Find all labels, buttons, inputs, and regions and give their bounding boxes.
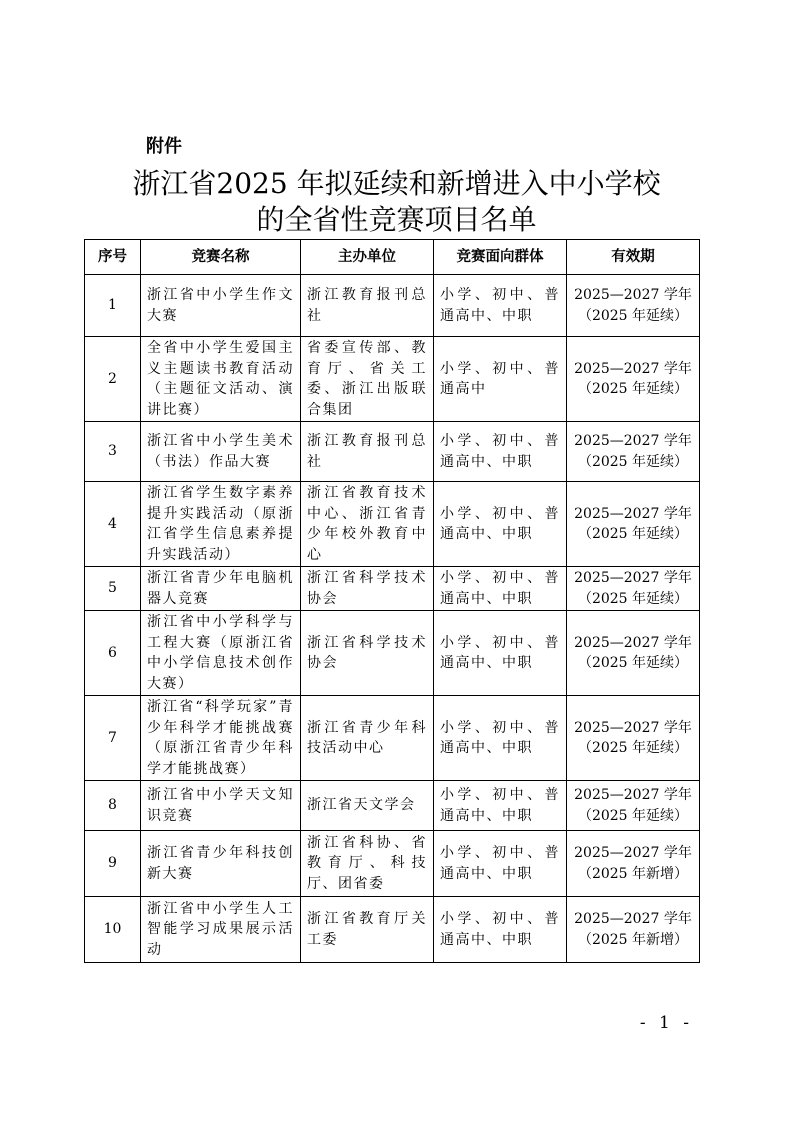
row-index: 3 — [85, 422, 141, 482]
competition-name: 浙江省学生数字素养提升实践活动（原浙江省学生信息素养提升实践活动） — [141, 482, 301, 567]
validity-period: 2025—2027 学年 — [574, 634, 692, 651]
validity-period: 2025—2027 学年 — [574, 787, 692, 803]
competition-name: 浙江省“科学玩家”青少年科学才能挑战赛（原浙江省青少年科学才能挑战赛） — [141, 696, 301, 781]
header-competition-name: 竞赛名称 — [141, 240, 301, 275]
validity-status: （2025 年新增） — [577, 865, 689, 882]
competition-name: 浙江省青少年科技创新大赛 — [141, 831, 301, 897]
attachment-label: 附件 — [146, 136, 182, 157]
row-index: 7 — [85, 696, 141, 781]
row-index: 8 — [85, 781, 141, 831]
competition-name: 浙江省中小学天文知识竞赛 — [141, 781, 301, 831]
table-row — [85, 831, 700, 897]
validity-period: 2025—2027 学年 — [574, 570, 692, 586]
target-group: 小学、初中、普通高中、中职 — [434, 831, 567, 897]
target-group: 小学、初中、普通高中、中职 — [434, 482, 567, 567]
organizer: 浙江省科学技术协会 — [301, 611, 434, 696]
organizer: 浙江省青少年科技活动中心 — [301, 696, 434, 781]
table-header-row — [85, 240, 700, 275]
validity-period: 2025—2027 学年 — [574, 505, 692, 522]
competition-name: 浙江省中小学生美术（书法）作品大赛 — [141, 422, 301, 482]
row-index: 1 — [85, 275, 141, 337]
target-group: 小学、初中、普通高中、中职 — [434, 275, 567, 337]
validity-cell — [567, 337, 700, 422]
table-row — [85, 611, 700, 696]
table-row — [85, 567, 700, 611]
validity-status: （2025 年延续） — [577, 307, 689, 324]
competition-name: 全省中小学生爱国主义主题读书教育活动（主题征文活动、演讲比赛） — [141, 337, 301, 422]
validity-period: 2025—2027 学年 — [574, 360, 692, 377]
organizer: 浙江教育报刊总社 — [301, 275, 434, 337]
table-row — [85, 696, 700, 781]
row-index: 5 — [85, 567, 141, 611]
validity-status: （2025 年新增） — [577, 931, 689, 948]
row-index: 6 — [85, 611, 141, 696]
table-row — [85, 897, 700, 963]
document-title-line-2: 的全省性竞赛项目名单 — [256, 203, 537, 236]
target-group: 小学、初中、普通高中、中职 — [434, 781, 567, 831]
validity-status: （2025 年延续） — [577, 655, 689, 671]
row-index: 4 — [85, 482, 141, 567]
target-group: 小学、初中、普通高中、中职 — [434, 422, 567, 482]
target-group: 小学、初中、普通高中、中职 — [434, 897, 567, 963]
validity-status: （2025 年延续） — [577, 526, 689, 542]
validity-cell — [567, 482, 700, 567]
target-group: 小学、初中、普通高中、中职 — [434, 696, 567, 781]
validity-cell — [567, 831, 700, 897]
validity-cell — [567, 422, 700, 482]
table-row — [85, 337, 700, 422]
validity-period: 2025—2027 学年 — [574, 287, 692, 303]
validity-status: （2025 年延续） — [577, 807, 689, 824]
validity-status: （2025 年延续） — [577, 453, 689, 470]
organizer: 浙江省教育厅关工委 — [301, 897, 434, 963]
row-index: 10 — [85, 897, 141, 963]
header-index: 序号 — [85, 240, 141, 275]
page-number: - 1 - — [639, 1013, 693, 1033]
validity-period: 2025—2027 学年 — [574, 911, 692, 927]
validity-cell — [567, 567, 700, 611]
organizer: 浙江省科学技术协会 — [301, 567, 434, 611]
competition-name: 浙江省中小学生人工智能学习成果展示活动 — [141, 897, 301, 963]
organizer: 浙江省教育技术中心、浙江省青少年校外教育中心 — [301, 482, 434, 567]
validity-cell — [567, 275, 700, 337]
organizer: 浙江省科协、省教育厅、科技厅、团省委 — [301, 831, 434, 897]
validity-cell — [567, 696, 700, 781]
validity-cell — [567, 781, 700, 831]
validity-period: 2025—2027 学年 — [574, 433, 692, 449]
document-title-line-1: 浙江省2025 年拟延续和新增进入中小学校 — [132, 167, 661, 200]
table-row — [85, 275, 700, 337]
competition-name: 浙江省中小学科学与工程大赛（原浙江省中小学信息技术创作大赛） — [141, 611, 301, 696]
table-row — [85, 781, 700, 831]
target-group: 小学、初中、普通高中 — [434, 337, 567, 422]
validity-status: （2025 年延续） — [577, 740, 689, 756]
competition-list-table — [84, 239, 700, 963]
competition-name: 浙江省中小学生作文大赛 — [141, 275, 301, 337]
competition-name: 浙江省青少年电脑机器人竞赛 — [141, 567, 301, 611]
validity-status: （2025 年延续） — [577, 381, 689, 397]
validity-status: （2025 年延续） — [577, 590, 689, 607]
validity-period: 2025—2027 学年 — [574, 719, 692, 736]
table-row — [85, 422, 700, 482]
validity-cell — [567, 897, 700, 963]
target-group: 小学、初中、普通高中、中职 — [434, 567, 567, 611]
row-index: 2 — [85, 337, 141, 422]
header-target-group: 竞赛面向群体 — [434, 240, 567, 275]
validity-cell — [567, 611, 700, 696]
validity-period: 2025—2027 学年 — [574, 845, 692, 861]
header-validity: 有效期 — [567, 240, 700, 275]
table-row — [85, 482, 700, 567]
target-group: 小学、初中、普通高中、中职 — [434, 611, 567, 696]
row-index: 9 — [85, 831, 141, 897]
header-organizer: 主办单位 — [301, 240, 434, 275]
organizer: 浙江省天文学会 — [301, 781, 434, 831]
organizer: 省委宣传部、教育厅、省关工委、浙江出版联合集团 — [301, 337, 434, 422]
organizer: 浙江教育报刊总社 — [301, 422, 434, 482]
